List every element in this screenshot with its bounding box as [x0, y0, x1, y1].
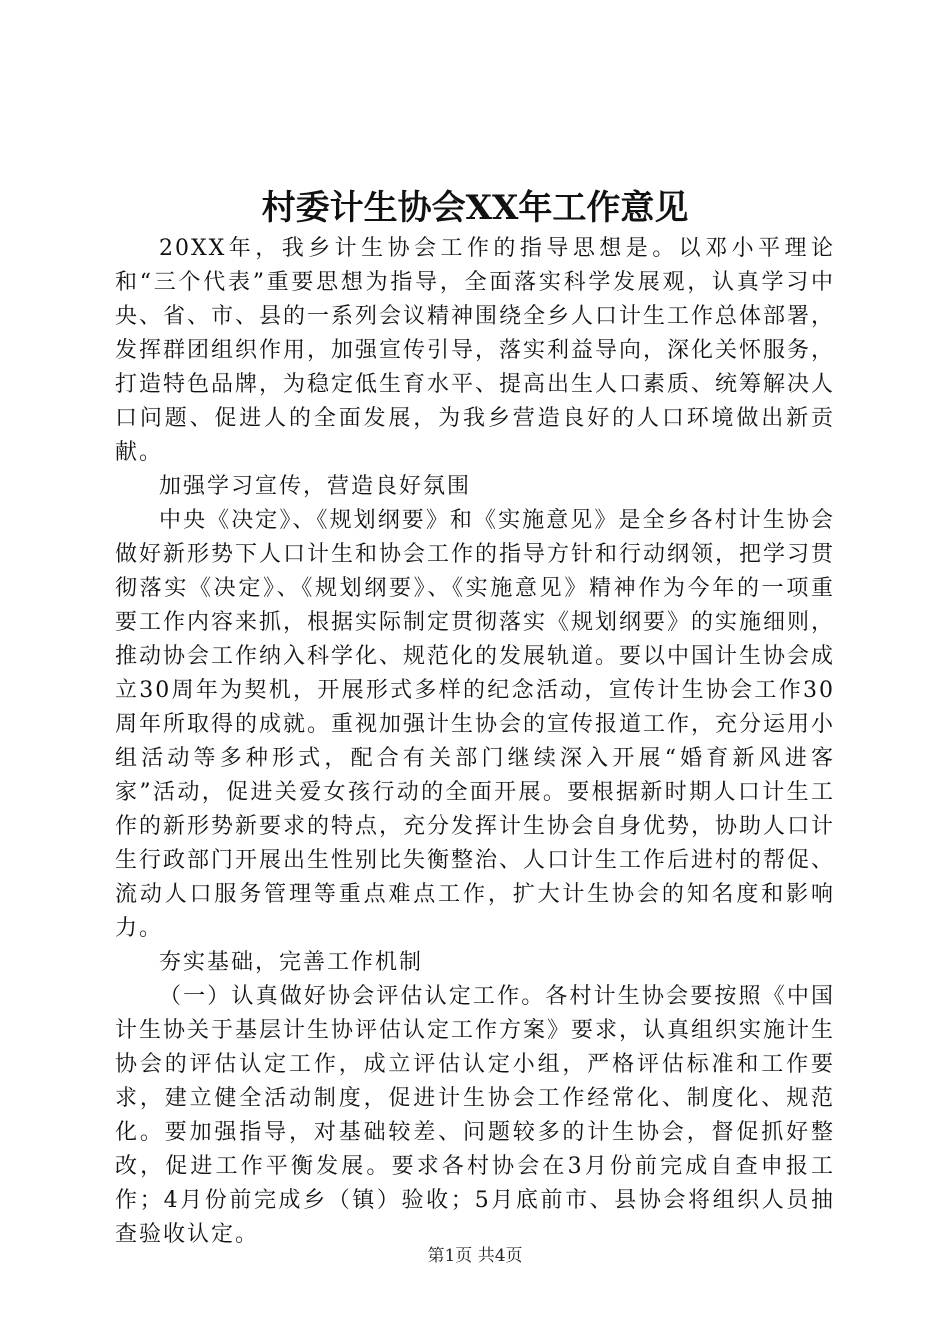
page-number-footer: 第1页 共4页 — [427, 1246, 523, 1266]
document-title: 村委计生协会XX年工作意见 — [261, 188, 689, 228]
assessment-paragraph: （一）认真做好协会评估认定工作。各村计生协会要按照《中国计生协关于基层计生协评估认定工作方案》要求，认真组织实施计生协会的评估认定工作，成立评估认定小组，严格评估标准和工作要求，建立健全活动制度，促进计生协会工作经常化、制度化、规范化。要加强指导，对基础较差、问题较多的计生协会，督促抓好整改，促进工作平衡发展。要求各村协会在3月份前完成自查申报工作；4月份前完成乡（镇）验收；5月底前市、县协会将组织人员抽查验收认定。 — [115, 984, 836, 1247]
document-body — [115, 232, 835, 1252]
study-paragraph: 中央《决定》、《规划纲要》和《实施意见》是全乡各村计生协会做好新形势下人口计生和协会工作的指导方针和行动纲领，把学习贯彻落实《决定》、《规划纲要》、《实施意见》精神作为今年的一项重要工作内容来抓，根据实际制定贯彻落实《规划纲要》的实施细则，推动协会工作纳入科学化、规范化的发展轨道。要以中国计生协会成立30周年为契机，开展形式多样的纪念活动，宣传计生协会工作30周年所取得的成就。重视加强计生协会的宣传报道工作，充分运用小组活动等多种形式，配合有关部门继续深入开展“婚育新风进客家”活动，促进关爱女孩行动的全面开展。要根据新时期人口计生工作的新形势新要求的特点，充分发挥计生协会自身优势，协助人口计生行政部门开展出生性别比失衡整治、人口计生工作后进村的帮促、流动人口服务管理等重点难点工作，扩大计生协会的知名度和影响力。 — [115, 508, 836, 941]
section-heading-study: 加强学习宣传，营造良好氛围 — [159, 474, 472, 499]
section-heading-foundation: 夯实基础，完善工作机制 — [159, 950, 424, 975]
intro-paragraph: 20XX年，我乡计生协会工作的指导思想是。以邓小平理论和“三个代表”重要思想为指导，全面落实科学发展观，认真学习中央、省、市、县的一系列会议精神围绕全乡人口计生工作总体部署，发挥群团组织作用，加强宣传引导，落实利益导向，深化关怀服务，打造特色品牌，为稳定低生育水平、提高出生人口素质、统筹解决人口问题、促进人的全面发展，为我乡营造良好的人口环境做出新贡献。 — [115, 236, 836, 465]
